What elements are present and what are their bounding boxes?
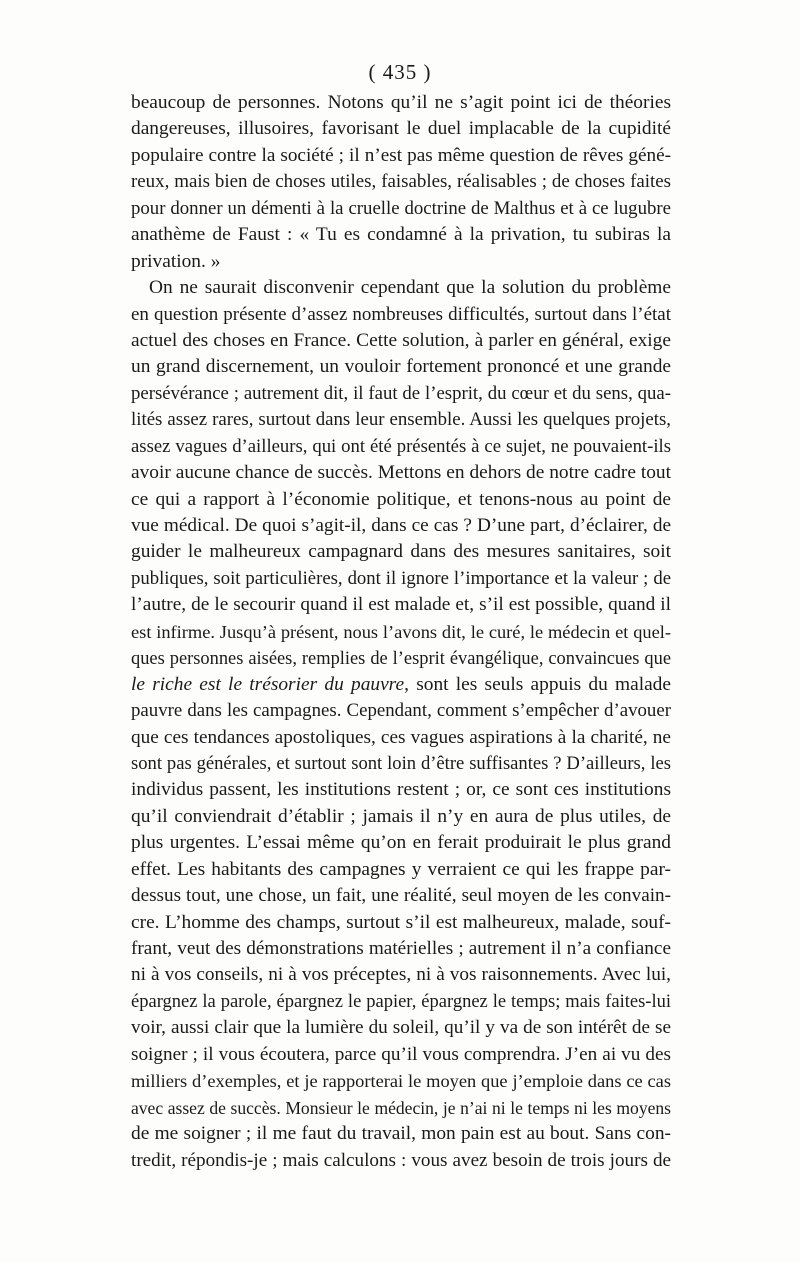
text-line: l’autre, de le secourir quand il est malade et, s’il est possible, quand il <box>131 594 671 616</box>
text-line: est infirme. Jusqu’à présent, nous l’avons dit, le curé, le médecin et quel- <box>131 621 671 642</box>
text-line: populaire contre la société ; il n’est pas même question de rêves géné- <box>131 144 671 166</box>
italic-quote: le riche est le trésorier du pauvre <box>131 673 405 695</box>
text-line: ni à vos conseils, ni à vos préceptes, ni à vos raisonnements. Avec lui, <box>131 964 671 986</box>
text-line: publiques, soit particulières, dont il ignore l’importance et la valeur ; de <box>131 567 671 589</box>
text-line: soigner ; il vous écoutera, parce qu’il vous comprendra. J’en ai vu des <box>131 1043 671 1065</box>
text-line: actuel des choses en France. Cette solution, à parler en général, exige <box>131 329 671 351</box>
text-line: effet. Les habitants des campagnes y verraient ce qui les frappe par- <box>131 858 671 880</box>
text-line: avec assez de succès. Monsieur le médecin, je n’ai ni le temps ni les moyens <box>131 1097 671 1118</box>
text-line: avoir aucune chance de succès. Mettons en dehors de notre cadre tout <box>131 462 671 484</box>
text-line: cre. L’homme des champs, surtout s’il est malheureux, malade, souf- <box>131 911 671 933</box>
page-number: ( 435 ) <box>368 60 432 84</box>
text-line: dangereuses, illusoires, favorisant le duel implacable de la cupidité <box>131 118 671 140</box>
text-line: privation. » <box>131 250 221 272</box>
text-line: pour donner un démenti à la cruelle doctrine de Malthus et à ce lugubre <box>131 197 671 219</box>
text-line: plus urgentes. L’essai même qu’on en ferait produirait le plus grand <box>131 832 671 854</box>
text-line: voir, aussi clair que la lumière du soleil, qu’il y va de son intérêt de se <box>131 1017 671 1039</box>
text-line: anathème de Faust : « Tu es condamné à la privation, tu subiras la <box>131 224 671 246</box>
text-line: qu’il conviendrait d’établir ; jamais il n’y en aura de plus utiles, de <box>131 805 671 827</box>
text-line: frant, veut des démonstrations matérielles ; autrement il n’a confiance <box>131 938 671 959</box>
text-line: reux, mais bien de choses utiles, faisables, réalisables ; de choses faites <box>131 171 671 193</box>
text-line: vue médical. De quoi s’agit-il, dans ce cas ? D’une part, d’éclairer, de <box>131 515 671 536</box>
body-text <box>131 90 671 1174</box>
text-line: que ces tendances apostoliques, ces vagues aspirations à la charité, ne <box>131 726 671 748</box>
text-line: individus passent, les institutions restent ; or, ce sont ces institutions <box>131 779 671 801</box>
text-line: ce qui a rapport à l’économie politique, et tenons-nous au point de <box>131 488 671 510</box>
text-line: guider le malheureux campagnard dans des mesures sanitaires, soit <box>131 541 671 563</box>
text-line: dessus tout, une chose, un fait, une réalité, seul moyen de les convain- <box>131 885 671 907</box>
text-line: lités assez rares, surtout dans leur ensemble. Aussi les quelques projets, <box>131 409 671 431</box>
text-line: le riche est le trésorier du pauvre, sont les seuls appuis du malade <box>131 673 671 695</box>
text-line: un grand discernement, un vouloir fortement prononcé et une grande <box>131 356 671 378</box>
text-line: épargnez la parole, épargnez le papier, épargnez le temps; mais faites-lui <box>131 990 671 1012</box>
text-line: On ne saurait disconvenir cependant que la solution du problème <box>149 277 671 299</box>
text-line: assez vagues d’ailleurs, qui ont été présentés à ce sujet, ne pouvaient-ils <box>131 435 671 457</box>
text-line: ques personnes aisées, remplies de l’esprit évangélique, convaincues que <box>131 648 671 669</box>
text-line: tredit, répondis-je ; mais calculons : vous avez besoin de trois jours de <box>131 1149 671 1171</box>
text-line: sont pas générales, et surtout sont loin d’être suffisantes ? D’ailleurs, les <box>131 752 671 774</box>
text-line: milliers d’exemples, et je rapporterai le moyen que j’emploie dans ce cas <box>131 1071 671 1092</box>
text-line: pauvre dans les campagnes. Cependant, comment s’empêcher d’avouer <box>131 700 671 722</box>
text-line: persévérance ; autrement dit, il faut de l’esprit, du cœur et du sens, qua- <box>131 382 671 404</box>
text-line: beaucoup de personnes. Notons qu’il ne s’agit point ici de théories <box>131 92 671 113</box>
text-line: de me soigner ; il me faut du travail, mon pain est au bout. Sans con- <box>131 1123 671 1145</box>
text-line: en question présente d’assez nombreuses difficultés, surtout dans l’état <box>131 303 671 325</box>
